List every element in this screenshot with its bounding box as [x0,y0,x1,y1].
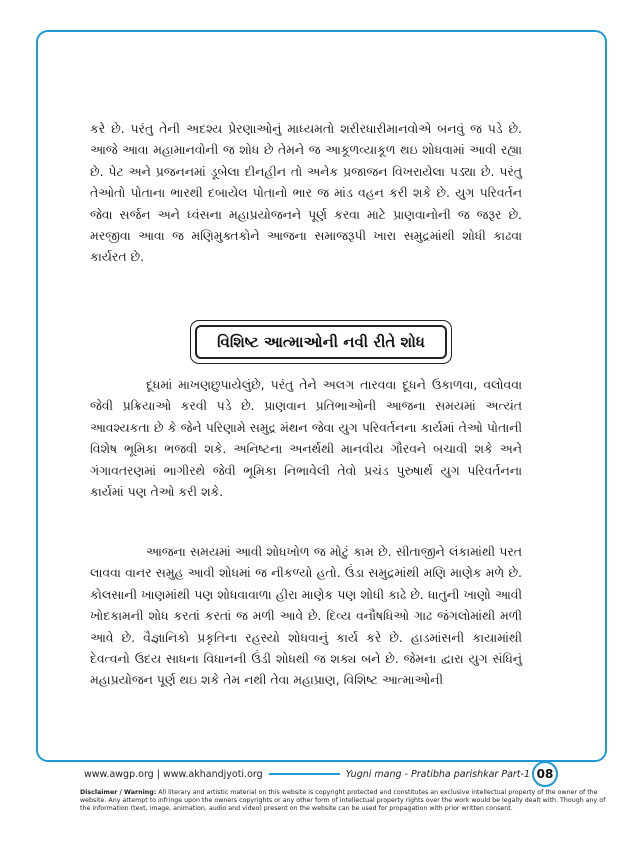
footer-bar [84,768,530,780]
disclaimer-text: All literary and artistic material on this website is copyright protected and constitutes an exclusive intellectual property of the owner of the website. Any attempt to infringe upon the owners copyrights or any other form of intellectual property rights over the work would be legally dealt with. Though any of the information (text, image, animation, audio and video) present on the website can be used for propagation with prior written consent. [80,789,606,812]
disclaimer [80,789,608,813]
disclaimer-label: Disclaimer / Warning: [80,789,157,796]
footer-book-title: Yugni mang - Pratibha parishkar Part-1 [345,768,530,780]
body-paragraph-3: આજના સમયમાં આવી શોધખોળ જ મોટું કામ છે. સીતાજીને લંકામાંથી પરત લાવવા વાનર સમુહ આવી શોધમાં જ નીકળ્યો હતો. ઉંડા સમુદ્રમાંથી મણિ માણેક મળે છે. કોલસાની ખાણમાંથી પણ શોધવાવાળા હીરા માણેક પણ શોધી કાઢે છે. ધાતુની ખાણો આવી ખોદકામની શોધ કરતાં કરતાં જ મળી આવે છે. દિવ્ય વનૌષધિઓ ગાઢ જંગલોમાંથી મળી આવે છે. વૈજ્ઞાનિકો પ્રકૃતિના રહસ્યો શોધવાનું કાર્ય કરે છે. હાડમાંસની કાયામાંથી દેવત્વનો ઉદય સાધના વિધાનની ઉંડી શોધથી જ શક્ય બને છે. જેમના દ્વારા યુગ સંધિનું મહાપ્રયોજન પૂર્ણ થઇ શકે તેમ નથી તેવા મહાપ્રાણ, વિશિષ્ટ આત્માઓની [90,544,522,688]
section-heading-box [190,320,452,364]
page-number-badge: 08 [532,761,558,787]
footer-divider [269,773,340,775]
body-paragraph-2: દૂધમાં માખણછુપાયેલુંછે, પરંતુ તેને અલગ તારવવા દૂધને ઉકાળવા, વલોવવા જેવી પ્રક્રિયાઓ કરવી પડે છે. પ્રાણવાન પ્રતિભાઓની આજના સમયમાં અત્યંત આવશ્યકતા છે કે જેને પરિણામે સમુદ્ર મંથન જેવા યુગ પરિવર્તનના કાર્યમાં તેઓ પોતાની વિશેષ ભૂમિકા ભજવી શકે. અનિષ્ટના અનર્થથી માનવીય ગૌરવને બચાવી શકે અને ગંગાવતરણમાં ભાગીરથે જેવી ભૂમિકા નિભાવેલી તેવો પ્રચંડ પુરુષાર્થ યુગ પરિવર્તનના કાર્યમાં પણ તેઓ કરી શકે. [90,377,522,500]
section-heading: વિશિષ્ટ આત્માઓની નવી રીતે શોધ [195,325,447,359]
footer-websites-link[interactable]: www.awgp.org | www.akhandjyoti.org [84,768,263,780]
body-paragraph-1: કરે છે. પરંતુ તેની અદશ્ય પ્રેરણાઓનું માધ્યમતો શરીરધારીમાનવોએ બનવું જ પડે છે. આજે આવા મહામાનવોની જ શોધ છે તેમને જ આકૂળવ્યાકૂળ થઇ શોધવામાં આવી રહ્યા છે. પેટ અને પ્રજનનમાં ડૂબેલા દીનહીન તો અનેક પ્રજાજન વિખરાયેલા પડ્યા છે. પરંતુ તેઓતો પોતાના ભારથી દબાયેલ પોતાનો ભાર જ માંડ વહન કરી શકે છે. યુગ પરિવર્તન જેવા સર્જન અને ધ્વંસના મહાપ્રયોજનને પૂર્ણ કરવા માટે પ્રાણવાનોની જ જરૂર છે. મરજીવા આવા જ મણિમુક્તકોને આજના સમાજરૂપી ખારા સમુદ્રમાંથી શોધી કાઢવા કાર્યરત છે. [90,121,522,265]
